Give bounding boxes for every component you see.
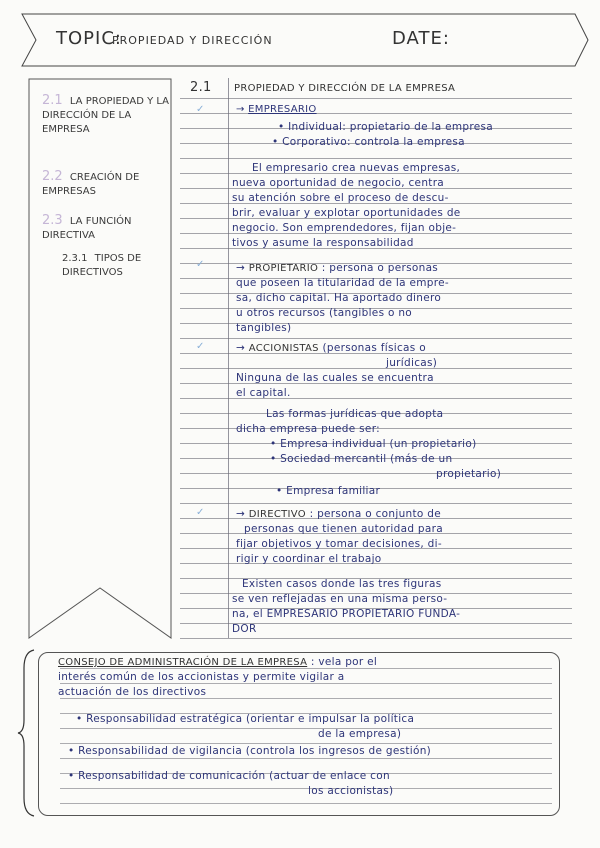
sidebar-item-funcion-directiva	[42, 214, 170, 243]
arrow-icon: →	[236, 342, 246, 354]
consejo-title: CONSEJO DE ADMINISTRACIÓN DE LA EMPRESA	[58, 657, 308, 668]
bullet-text: Corporativo: controla la empresa	[282, 136, 465, 148]
accionistas-line: Las formas jurídicas que adopta	[266, 408, 444, 420]
section-title: PROPIEDAD Y DIRECCIÓN DE LA EMPRESA	[234, 83, 456, 94]
propietario-title: PROPIETARIO	[248, 263, 319, 274]
empresario-title-text: EMPRESARIO	[248, 104, 317, 115]
directivo-title: DIRECTIVO	[248, 509, 306, 520]
paragraph-line: su atención sobre el proceso de descu-	[232, 192, 449, 204]
accionistas-line: Ninguna de las cuales se encuentra	[236, 372, 434, 384]
directivo-line: rigir y coordinar el trabajo	[236, 553, 382, 565]
sidebar-item-label: CREACIÓN DE EMPRESAS	[42, 172, 140, 197]
arrow-icon: →	[236, 508, 246, 520]
directivo-line: personas que tienen autoridad para	[244, 523, 443, 535]
bullet-text: Responsabilidad de comunicación (actuar de enlace con	[78, 770, 390, 782]
directivo-line: fijar objetivos y tomar decisiones, di-	[236, 538, 442, 550]
sidebar-item-label: LA FUNCIÓN DIRECTIVA	[42, 216, 132, 241]
empresario-bullet-2: • Corporativo: controla la empresa	[272, 136, 465, 148]
check-mark-icon: ✓	[196, 259, 205, 270]
accionistas-line: jurídicas)	[386, 357, 438, 369]
date-label: DATE:	[392, 28, 450, 49]
sidebar-item-tipos-directivos	[62, 252, 170, 280]
accionistas-bullet: • Sociedad mercantil (más de un	[270, 453, 453, 465]
propietario-block	[236, 261, 572, 336]
accionistas-line: (personas físicas o	[322, 342, 426, 354]
sidebar-item-creacion	[42, 170, 170, 199]
consejo-intro-line: interés común de los accionistas y permite vigilar a	[58, 671, 345, 683]
sidebar-item-label: LA PROPIEDAD Y LA DIRECCIÓN DE LA EMPRESA	[42, 96, 170, 135]
bullet-text: Sociedad mercantil (más de un	[280, 453, 453, 465]
consejo-bullet-cont: de la empresa)	[318, 728, 402, 740]
check-mark-icon: ✓	[196, 341, 205, 352]
closing-paragraph	[232, 577, 572, 637]
bullet-text: Empresa familiar	[286, 485, 381, 497]
bullet-text: Responsabilidad estratégica (orientar e impulsar la política	[86, 713, 415, 725]
consejo-intro-line: : vela por el	[310, 656, 378, 668]
paragraph-line: nueva oportunidad de negocio, centra	[232, 177, 445, 189]
directivo-line: : persona o conjunto de	[309, 508, 441, 520]
propietario-line: tangibles)	[236, 322, 292, 334]
topic-value: PROPIEDAD Y DIRECCIÓN	[112, 34, 273, 47]
paragraph-line: tivos y asume la responsabilidad	[232, 237, 414, 249]
accionistas-line: dicha empresa puede ser:	[236, 423, 380, 435]
directivo-block	[236, 507, 572, 567]
sidebar-item-number: 2.3.1	[62, 253, 88, 264]
consejo-block	[58, 655, 554, 799]
paragraph-line: El empresario crea nuevas empresas,	[252, 162, 461, 174]
bullet-text: Individual: propietario de la empresa	[288, 121, 493, 133]
arrow-icon: →	[236, 262, 246, 274]
topic-label: TOPIC:	[56, 28, 122, 49]
consejo-bullet: • Responsabilidad estratégica (orientar e impulsar la política	[76, 713, 415, 725]
check-mark-icon: ✓	[196, 104, 205, 115]
consejo-bullet: • Responsabilidad de vigilancia (controla los ingresos de gestión)	[68, 745, 432, 757]
consejo-intro-line: actuación de los directivos	[58, 686, 207, 698]
paragraph-line: negocio. Son emprendedores, fijan obje-	[232, 222, 457, 234]
sidebar-item-propiedad	[42, 94, 170, 137]
closing-line: DOR	[232, 623, 257, 635]
paragraph-line: brir, evaluar y explotar oportunidades de	[232, 207, 461, 219]
bullet-text: Empresa individual (un propietario)	[280, 438, 477, 450]
empresario-title	[236, 103, 317, 116]
margin-line	[228, 78, 229, 638]
arrow-icon: →	[236, 104, 245, 115]
accionistas-bullet: • Empresa familiar	[276, 485, 381, 497]
empresario-bullet-1: • Individual: propietario de la empresa	[278, 121, 493, 133]
section-number: 2.1	[190, 80, 212, 95]
consejo-bullet-cont: los accionistas)	[308, 785, 394, 797]
sidebar-item-number: 2.2	[42, 169, 63, 184]
check-mark-icon: ✓	[196, 507, 205, 518]
accionistas-bullet: • Empresa individual (un propietario)	[270, 438, 477, 450]
closing-line: na, el EMPRESARIO PROPIETARIO FUNDA-	[232, 608, 461, 620]
sidebar-item-number: 2.1	[42, 93, 63, 108]
propietario-line: sa, dicho capital. Ha aportado dinero	[236, 292, 442, 304]
closing-line: Existen casos donde las tres figuras	[242, 578, 442, 590]
sidebar-frame	[28, 78, 173, 658]
accionistas-title: ACCIONISTAS	[248, 343, 319, 354]
consejo-bullet: • Responsabilidad de comunicación (actuar de enlace con	[68, 770, 390, 782]
closing-line: se ven reflejadas en una misma perso-	[232, 593, 448, 605]
accionistas-bullet-cont: propietario)	[436, 468, 502, 480]
bullet-text: Responsabilidad de vigilancia (controla los ingresos de gestión)	[78, 745, 432, 757]
accionistas-block	[236, 341, 572, 499]
propietario-line: : persona o personas	[321, 262, 439, 274]
sidebar-item-number: 2.3	[42, 213, 63, 228]
brace-icon	[16, 648, 38, 818]
sidebar-item-label: TIPOS DE DIRECTIVOS	[62, 253, 142, 278]
empresario-paragraph	[232, 161, 572, 251]
propietario-line: u otros recursos (tangibles o no	[236, 307, 413, 319]
accionistas-line: el capital.	[236, 387, 291, 399]
propietario-line: que poseen la titularidad de la empre-	[236, 277, 450, 289]
